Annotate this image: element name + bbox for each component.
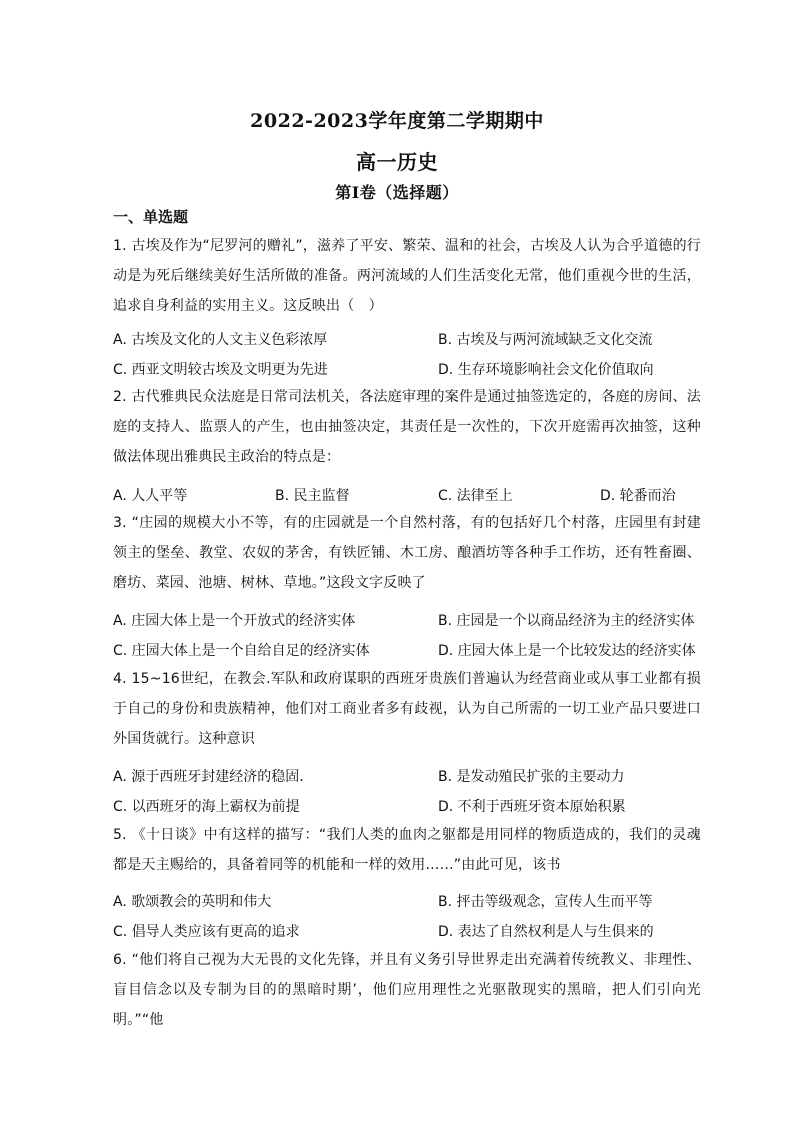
question-2-stem: 2. 古代雅典民众法庭是日常司法机关，各法庭审理的案件是通过抽签选定的，各庭的房间、法庭的支持人、监票人的产生，也由抽签决定，其责任是一次性的，下次开庭需再次抽签，这种做法体现出雅典民主政治的特点是： <box>113 389 701 465</box>
option-3d[interactable]: D. 庄园大体上是一个比较发达的经济实体 <box>438 643 696 659</box>
option-1a[interactable]: A. 古埃及文化的人文主义色彩浓厚 <box>113 332 328 348</box>
question-4-options-row-2 <box>113 796 701 818</box>
section-heading: 一、单选题 <box>113 208 189 226</box>
option-3c[interactable]: C. 庄园大体上是一个自给自足的经济实体 <box>113 643 370 659</box>
option-4a[interactable]: A. 源于西班牙封建经济的稳固. <box>113 769 304 785</box>
question-3-stem: 3. “庄园的规模大小不等，有的庄园就是一个自然村落，有的包括好几个村落，庄园里有封建领主的堡垒、教堂、农奴的茅舍，有铁匠铺、木工房、酿酒坊等各种手工作坊，还有牲畜圈、磨坊、菜园、池塘、树林、草地。”这段文字反映了 <box>113 515 701 591</box>
option-5b[interactable]: B. 抨击等级观念，宣传人生而平等 <box>438 894 653 910</box>
exam-title: 2022-2023学年度第二学期期中 <box>250 110 544 132</box>
option-2d[interactable]: D. 轮番而治 <box>600 488 676 504</box>
option-5d[interactable]: D. 表达了自然权利是人与生俱来的 <box>438 924 654 940</box>
question-5-options-row-1 <box>113 891 701 913</box>
question-3-options-row-2 <box>113 640 701 662</box>
option-5a[interactable]: A. 歌颂教会的英明和伟大 <box>113 894 272 910</box>
option-2b[interactable]: B. 民主监督 <box>275 488 350 504</box>
question-1-options-row-1 <box>113 329 701 351</box>
option-2a[interactable]: A. 人人平等 <box>113 488 188 504</box>
question-4-options-row-1 <box>113 766 701 788</box>
option-4c[interactable]: C. 以西班牙的海上霸权为前提 <box>113 799 300 815</box>
question-6-stem: 6. “他们将自己视为大无畏的文化先锋，并且有义务引导世界走出充满着传统教义、非理性、盲目信念以及专制为目的的黑暗时期’，他们应用理性之光驱散现实的黑暗，把人们引向光明。”“他 <box>113 952 701 1028</box>
option-1b[interactable]: B. 古埃及与两河流域缺乏文化交流 <box>438 332 653 348</box>
question-5-options-row-2 <box>113 921 701 943</box>
question-3-options-row-1 <box>113 610 701 632</box>
option-2c[interactable]: C. 法律至上 <box>438 488 513 504</box>
question-1-stem: 1. 古埃及作为“尼罗河的赠礼”，滋养了平安、繁荣、温和的社会，古埃及人认为合乎道德的行动是为死后继续美好生活所做的准备。两河流域的人们生活变化无常，他们重视今世的生活，追求自身利益的实用主义。这反映出（ ） <box>113 238 701 314</box>
option-4d[interactable]: D. 不利于西班牙资本原始积累 <box>438 799 626 815</box>
question-5-stem: 5. 《十日谈》中有这样的描写：“我们人类的血肉之躯都是用同样的物质造成的，我们的灵魂都是天主赐给的，具备着同等的机能和一样的效用……”由此可见，该书 <box>113 827 701 873</box>
question-2-options-row <box>113 485 701 507</box>
option-1c[interactable]: C. 西亚文明较古埃及文明更为先进 <box>113 362 328 378</box>
subject-title: 高一历史 <box>356 150 438 174</box>
option-4b[interactable]: B. 是发动殖民扩张的主要动力 <box>438 769 625 785</box>
volume-title: 第Ⅰ卷（选择题） <box>335 183 459 202</box>
option-1d[interactable]: D. 生存环境影响社会文化价值取向 <box>438 362 654 378</box>
option-5c[interactable]: C. 倡导人类应该有更高的追求 <box>113 924 300 940</box>
option-3a[interactable]: A. 庄园大体上是一个开放式的经济实体 <box>113 613 356 629</box>
question-1-options-row-2 <box>113 359 701 381</box>
question-4-stem: 4. 15~16世纪，在教会.军队和政府谋职的西班牙贵族们普遍认为经营商业或从事工业都有损于自己的身份和贵族精神，他们对工商业者多有歧视，认为自己所需的一切工业产品只要进口外国货就行。这种意识 <box>113 671 701 747</box>
option-3b[interactable]: B. 庄园是一个以商品经济为主的经济实体 <box>438 613 695 629</box>
